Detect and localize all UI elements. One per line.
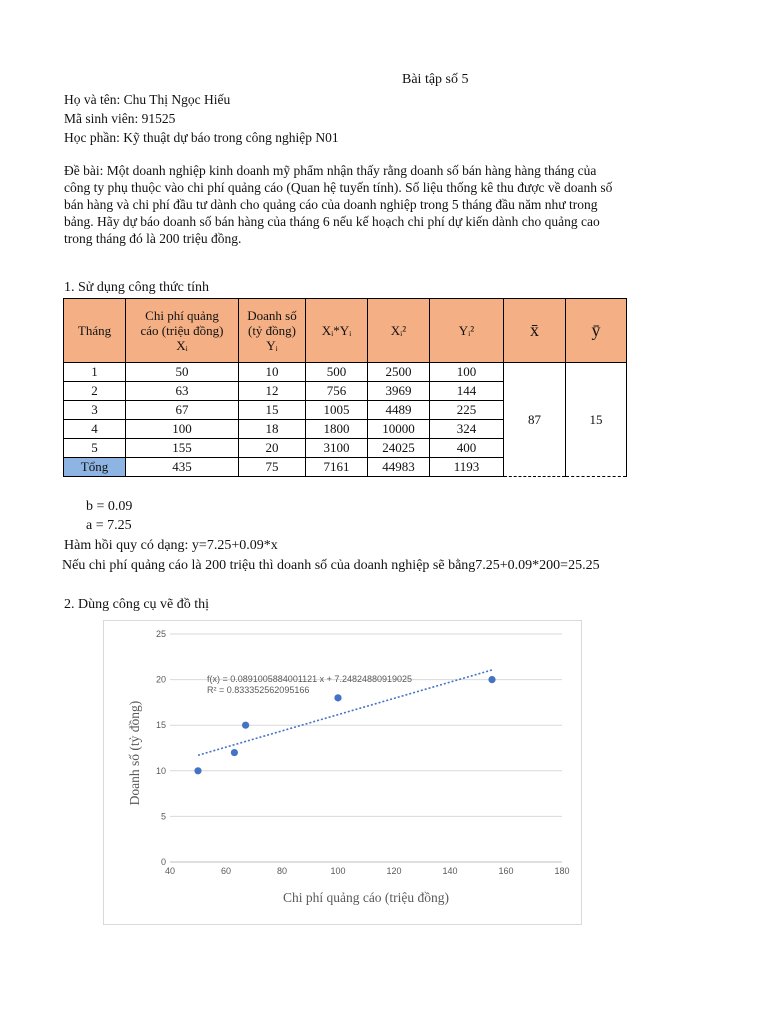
header-x-line: Xᵢ	[176, 338, 188, 353]
header-y2: Yᵢ²	[430, 299, 504, 363]
cell-xbar-value: 87	[504, 363, 566, 477]
b-value: 0.09	[107, 499, 133, 514]
cell-y2: 144	[430, 382, 504, 401]
trendline-equation: f(x) = 0.0891005884001121 x + 7.24824880919025	[207, 674, 413, 684]
cell-y: 15	[239, 401, 306, 420]
forecast-value: 7.25+0.09*200=25.25	[475, 558, 600, 573]
cell-y2: 324	[430, 420, 504, 439]
chart-frame	[103, 620, 582, 925]
cell-month: 5	[64, 439, 126, 458]
cell-total-y: 75	[239, 458, 306, 477]
cell-y: 12	[239, 382, 306, 401]
cell-month: 1	[64, 363, 126, 382]
cell-x2: 10000	[368, 420, 430, 439]
cell-x2: 24025	[368, 439, 430, 458]
x-axis-label: Chi phí quảng cáo (triệu đồng)	[282, 890, 450, 905]
x-tick-label: 80	[276, 866, 288, 876]
table-row	[64, 363, 627, 382]
cell-x: 63	[126, 382, 239, 401]
header-y-line: Doanh số	[247, 308, 297, 323]
x-tick-label: 100	[330, 866, 346, 876]
course-name: Học phần: Kỹ thuật dự báo trong công nghiệp N01	[64, 130, 339, 145]
cell-total-xy: 7161	[306, 458, 368, 477]
problem-line: bán hàng và chi phí đầu tư dành cho quảng cáo của doanh nghiệp trong 5 tháng đầu năm như trong	[64, 197, 598, 212]
cell-y: 18	[239, 420, 306, 439]
y-tick-label: 15	[155, 720, 166, 731]
cell-xy: 1005	[306, 401, 368, 420]
header-y-line: Yᵢ	[266, 338, 278, 353]
a-value: 7.25	[107, 518, 132, 533]
cell-total-x: 435	[126, 458, 239, 477]
section-chart-heading: 2. Dùng công cụ vẽ đồ thị	[64, 597, 210, 612]
header-x2: Xᵢ²	[368, 299, 430, 363]
data-point	[334, 694, 341, 701]
x-tick-label: 180	[554, 866, 570, 876]
a-coefficient	[86, 518, 132, 534]
cell-y: 20	[239, 439, 306, 458]
scatter-chart	[104, 621, 581, 924]
header-x-line: cáo (triệu đồng)	[140, 323, 224, 338]
student-id: Mã sinh viên: 91525	[64, 111, 176, 126]
cell-x: 155	[126, 439, 239, 458]
header-xbar: x̄	[504, 299, 566, 363]
x-tick-label: 140	[442, 866, 458, 876]
cell-x2: 2500	[368, 363, 430, 382]
student-name: Họ và tên: Chu Thị Ngọc Hiếu	[64, 92, 231, 107]
cell-y2: 100	[430, 363, 504, 382]
cell-total-y2: 1193	[430, 458, 504, 477]
x-tick-label: 40	[164, 866, 176, 876]
cell-month: 2	[64, 382, 126, 401]
problem-line: Đề bài: Một doanh nghiệp kinh doanh mỹ phẩm nhận thấy rằng doanh số bán hàng hàng tháng của	[64, 163, 597, 178]
cell-x2: 3969	[368, 382, 430, 401]
b-label: b =	[86, 499, 105, 514]
data-point	[231, 749, 238, 756]
y-tick-label: 20	[155, 674, 166, 685]
header-month: Tháng	[64, 299, 126, 363]
regression-equation: Hàm hồi quy có dạng: y=7.25+0.09*x	[64, 538, 278, 553]
cell-x: 100	[126, 420, 239, 439]
cell-y2: 225	[430, 401, 504, 420]
y-tick-label: 10	[155, 765, 166, 776]
section-formula-heading: 1. Sử dụng công thức tính	[64, 280, 210, 295]
cell-ybar-value: 15	[566, 363, 627, 477]
header-xy: Xᵢ*Yᵢ	[306, 299, 368, 363]
a-label: a =	[86, 518, 104, 533]
doc-title: Bài tập số 5	[402, 72, 469, 87]
data-point	[242, 722, 249, 729]
header-y	[239, 299, 306, 363]
forecast-line	[62, 558, 600, 574]
cell-y: 10	[239, 363, 306, 382]
cell-month: 3	[64, 401, 126, 420]
b-coefficient	[86, 499, 132, 515]
cell-x: 67	[126, 401, 239, 420]
cell-x: 50	[126, 363, 239, 382]
cell-total-label: Tổng	[64, 458, 126, 477]
cell-y2: 400	[430, 439, 504, 458]
trendline-r-squared: R² = 0.833352562095166	[207, 685, 310, 695]
problem-line: công ty phụ thuộc vào chi phí quảng cáo (Quan hệ tuyến tính). Số liệu thống kê thu được về doanh số	[64, 180, 613, 195]
header-y-line: (tỷ đồng)	[247, 323, 297, 338]
cell-xy: 1800	[306, 420, 368, 439]
header-x	[126, 299, 239, 363]
y-axis-label: Doanh số (tỷ đồng)	[127, 700, 142, 806]
cell-xy: 500	[306, 363, 368, 382]
data-point	[488, 676, 495, 683]
problem-statement	[64, 162, 684, 247]
cell-month: 4	[64, 420, 126, 439]
header-ybar: ȳ	[566, 299, 627, 363]
cell-x2: 4489	[368, 401, 430, 420]
y-tick-label: 0	[160, 857, 166, 867]
cell-xy: 756	[306, 382, 368, 401]
cell-total-x2: 44983	[368, 458, 430, 477]
forecast-text: Nếu chi phí quảng cáo là 200 triệu thì doanh số của doanh nghiệp sẽ bằng	[62, 558, 476, 573]
header-x-line: Chi phí quảng	[145, 308, 219, 323]
problem-line: bảng. Hãy dự báo doanh số bán hàng của tháng 6 nếu kế hoạch chi phí dự kiến dành cho quảng cao	[64, 214, 600, 229]
x-tick-label: 60	[220, 866, 232, 876]
x-tick-label: 160	[498, 866, 514, 876]
data-table	[63, 298, 627, 477]
y-tick-label: 25	[155, 629, 166, 639]
problem-line: trong tháng đó là 200 triệu đồng.	[64, 231, 242, 246]
y-tick-label: 5	[160, 811, 166, 822]
data-point	[194, 767, 201, 774]
x-tick-label: 120	[386, 866, 402, 876]
cell-xy: 3100	[306, 439, 368, 458]
